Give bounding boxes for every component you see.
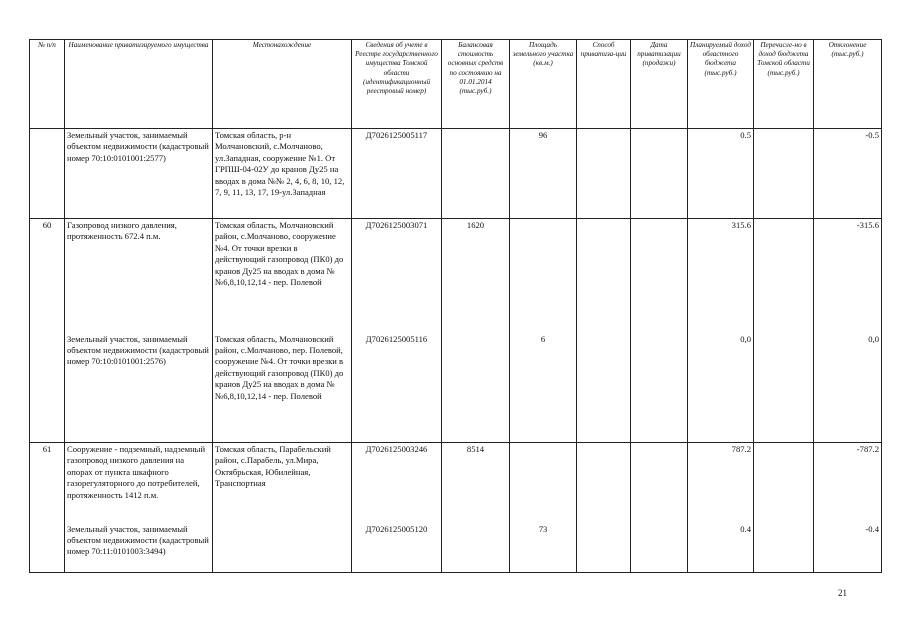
row-area: 73 (510, 523, 577, 573)
privatization-table (29, 39, 882, 573)
header-num: № п/п (30, 40, 65, 129)
row-deviation: -0.5 (814, 129, 882, 219)
row-deviation: -0.4 (814, 523, 882, 573)
row-name: Земельный участок, занимаемый объектом недвижимости (кадастровый номер 70:11:0101003:3494) (65, 523, 213, 573)
row-location: Томская область, р-н Молчановский, с.Молчаново, ул.Западная, сооружение №1. От ГРПШ-04-02У до кранов Ду25 на вводах в дома №№ 2, 4, 6, 8, 10, 12, 7, 9, 11, 13, 17, 19-ул.Западная (213, 129, 352, 219)
row-registry: Д7026125005120 (352, 523, 442, 573)
row-num (30, 523, 65, 573)
table-row (30, 523, 882, 573)
row-date (631, 523, 688, 573)
row-planned: 0.5 (688, 129, 754, 219)
row-method (577, 443, 631, 523)
row-name: Сооружение - подземный, надземный газопровод низкого давления на опорах от пункта шкафного газорегуляторного до потребителей, протяженность 1412 п.м. (65, 443, 213, 523)
row-deviation: 0,0 (814, 333, 882, 443)
row-location: Томская область, Молчановский район, с.Молчаново, сооружение №4. От точки врезки в действующий газопровод (ПК0) до кранов Ду25 на вводах в дома №№6,8,10,12,14 - пер. Полевой (213, 219, 352, 333)
row-date (631, 219, 688, 333)
header-name: Наименование приватизируемого имущества (65, 40, 213, 129)
row-registry: Д7026125003071 (352, 219, 442, 333)
header-balance: Балансовая стоимость основных средств по состоянию на 01.01.2014 (тыс.руб.) (442, 40, 510, 129)
row-registry: Д7026125005117 (352, 129, 442, 219)
row-num (30, 129, 65, 219)
row-name: Газопровод низкого давления, протяженность 672.4 п.м. (65, 219, 213, 333)
row-date (631, 129, 688, 219)
row-deviation: -787.2 (814, 443, 882, 523)
row-deviation: -315.6 (814, 219, 882, 333)
row-date (631, 333, 688, 443)
row-num: 61 (30, 443, 65, 523)
row-name: Земельный участок, занимаемый объектом недвижимости (кадастровый номер 70:10:0101001:2577) (65, 129, 213, 219)
row-num: 60 (30, 219, 65, 333)
header-paid: Перечисле-но в доход бюджета Томской области (тыс.руб.) (754, 40, 814, 129)
row-date (631, 443, 688, 523)
row-balance: 8514 (442, 443, 510, 523)
header-date: Дата приватизации (продажи) (631, 40, 688, 129)
header-row (30, 40, 882, 129)
page-number: 21 (838, 588, 847, 598)
row-paid (754, 523, 814, 573)
row-balance: 1620 (442, 219, 510, 333)
row-balance (442, 129, 510, 219)
row-paid (754, 129, 814, 219)
row-area (510, 219, 577, 333)
row-planned: 787.2 (688, 443, 754, 523)
header-area: Площадь земельного участка (кв.м.) (510, 40, 577, 129)
row-paid (754, 443, 814, 523)
row-planned: 0,0 (688, 333, 754, 443)
header-location: Местонахождение (213, 40, 352, 129)
row-method (577, 219, 631, 333)
row-method (577, 523, 631, 573)
header-method: Способ приватиза-ции (577, 40, 631, 129)
header-registry: Сведения об учете в Реестре государственного имущества Томской области (идентификационный реестровый номер) (352, 40, 442, 129)
table-row (30, 129, 882, 219)
row-paid (754, 219, 814, 333)
row-area: 6 (510, 333, 577, 443)
header-planned: Планируемый доход областного бюджета (тыс.руб.) (688, 40, 754, 129)
row-method (577, 129, 631, 219)
row-area (510, 443, 577, 523)
table-row (30, 443, 882, 523)
table-row (30, 333, 882, 443)
row-method (577, 333, 631, 443)
row-location (213, 523, 352, 573)
row-balance (442, 523, 510, 573)
row-registry: Д7026125005116 (352, 333, 442, 443)
table-row (30, 219, 882, 333)
row-paid (754, 333, 814, 443)
row-location: Томская область, Молчановский район, с.Молчаново, пер. Полевой, сооружение №4. От точки врезки в действующий газопровод (ПК0) до кранов Ду25 на вводах в дома №№6,8,10,12,14 - пер. Полевой (213, 333, 352, 443)
row-num (30, 333, 65, 443)
row-registry: Д7026125003246 (352, 443, 442, 523)
row-balance (442, 333, 510, 443)
row-planned: 0.4 (688, 523, 754, 573)
row-name: Земельный участок, занимаемый объектом недвижимости (кадастровый номер 70:10:0101001:2576) (65, 333, 213, 443)
row-area: 96 (510, 129, 577, 219)
row-planned: 315.6 (688, 219, 754, 333)
row-location: Томская область, Парабельский район, с.Парабель, ул.Мира, Октябрьская, Юбилейная, Транспортная (213, 443, 352, 523)
header-deviation: Отклонение (тыс.руб.) (814, 40, 882, 129)
